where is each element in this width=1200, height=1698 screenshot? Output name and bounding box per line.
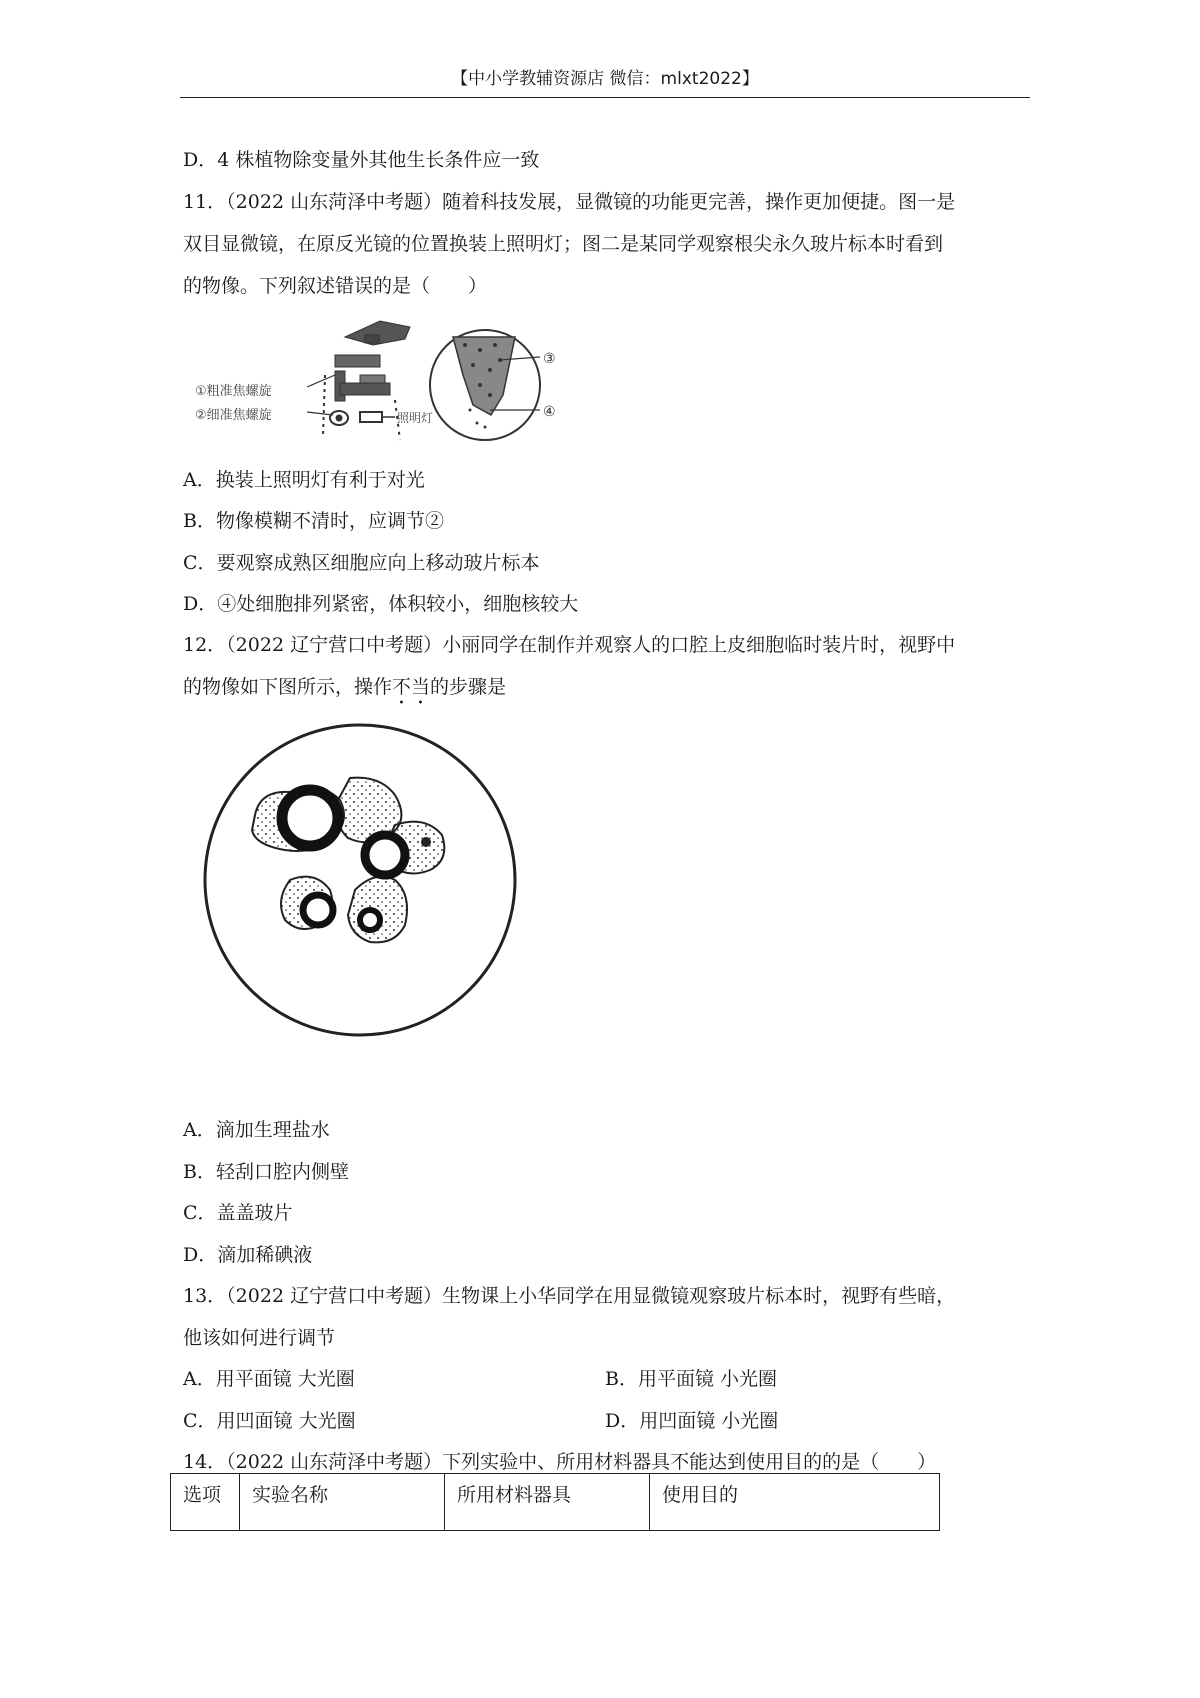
q13-option-c: C．用凹面镜 大光圈: [183, 1410, 356, 1432]
q11-option-b: B．物像模糊不清时，应调节②: [183, 510, 444, 532]
q11-stem-line3: 的物像。下列叙述错误的是（ ）: [183, 275, 488, 297]
q13-option-b: B．用平面镜 小光圈: [605, 1368, 778, 1390]
table-header-row: [171, 1474, 940, 1531]
q12-option-a: A．滴加生理盐水: [183, 1119, 330, 1141]
q11-option-c: C．要观察成熟区细胞应向上移动玻片标本: [183, 552, 540, 574]
label-lamp: 照明灯: [397, 411, 434, 425]
q12-figure: [200, 720, 520, 1040]
view-field-circle: [205, 725, 515, 1035]
mark-3: ③: [543, 351, 556, 367]
q12-stem-emphasis: 不当: [392, 676, 431, 698]
table-header-cell: 实验名称: [240, 1474, 445, 1531]
table-header-cell: 所用材料器具: [445, 1474, 650, 1531]
q11-option-d: D．④处细胞排列紧密，体积较小，细胞核较大: [183, 593, 579, 615]
q11-figure: [195, 315, 615, 445]
q12-option-b: B．轻刮口腔内侧壁: [183, 1161, 349, 1183]
table-header-cell: 使用目的: [650, 1474, 940, 1531]
header-divider: [180, 97, 1030, 98]
q12-stem-line2: [183, 675, 506, 709]
q11-stem-line2: 双目显微镜，在原反光镜的位置换装上照明灯；图二是某同学观察根尖永久玻片标本时看到: [183, 233, 944, 255]
q13-stem-line1: 13．（2022 辽宁营口中考题）生物课上小华同学在用显微镜观察玻片标本时，视野有些暗，: [183, 1285, 956, 1307]
q12-stem-post: 的步骤是: [430, 676, 507, 698]
q12-stem-line1: 12．（2022 辽宁营口中考题）小丽同学在制作并观察人的口腔上皮细胞临时装片时，视野中: [183, 634, 956, 656]
q11-option-a: A．换装上照明灯有利于对光: [183, 469, 425, 491]
label-fine-focus: ②细准焦螺旋: [195, 408, 272, 423]
microscope-drawing: [307, 321, 410, 440]
label-coarse-focus: ①粗准焦螺旋: [195, 384, 272, 399]
root-tip-drawing: [453, 337, 515, 415]
table-header-cell: 选项: [171, 1474, 240, 1531]
q14-table: [170, 1473, 940, 1531]
q13-option-a: A．用平面镜 大光圈: [183, 1368, 355, 1390]
page-header: 【中小学教辅资源店 微信：mlxt2022】: [451, 69, 759, 89]
q10-option-d: D．4 株植物除变量外其他生长条件应一致: [183, 149, 540, 171]
q11-stem-line1: 11．（2022 山东菏泽中考题）随着科技发展，显微镜的功能更完善，操作更加便捷。图一是: [183, 191, 956, 213]
q12-option-c: C．盖盖玻片: [183, 1202, 293, 1224]
mark-4: ④: [543, 404, 556, 420]
q13-option-d: D．用凹面镜 小光圈: [605, 1410, 779, 1432]
q13-stem-line2: 他该如何进行调节: [183, 1327, 336, 1349]
q12-stem-pre: 的物像如下图所示，操作: [183, 676, 393, 698]
q14-stem-line1: 14．（2022 山东菏泽中考题）下列实验中、所用材料器具不能达到使用目的的是（ ）: [183, 1451, 937, 1473]
q12-option-d: D．滴加稀碘液: [183, 1244, 313, 1266]
